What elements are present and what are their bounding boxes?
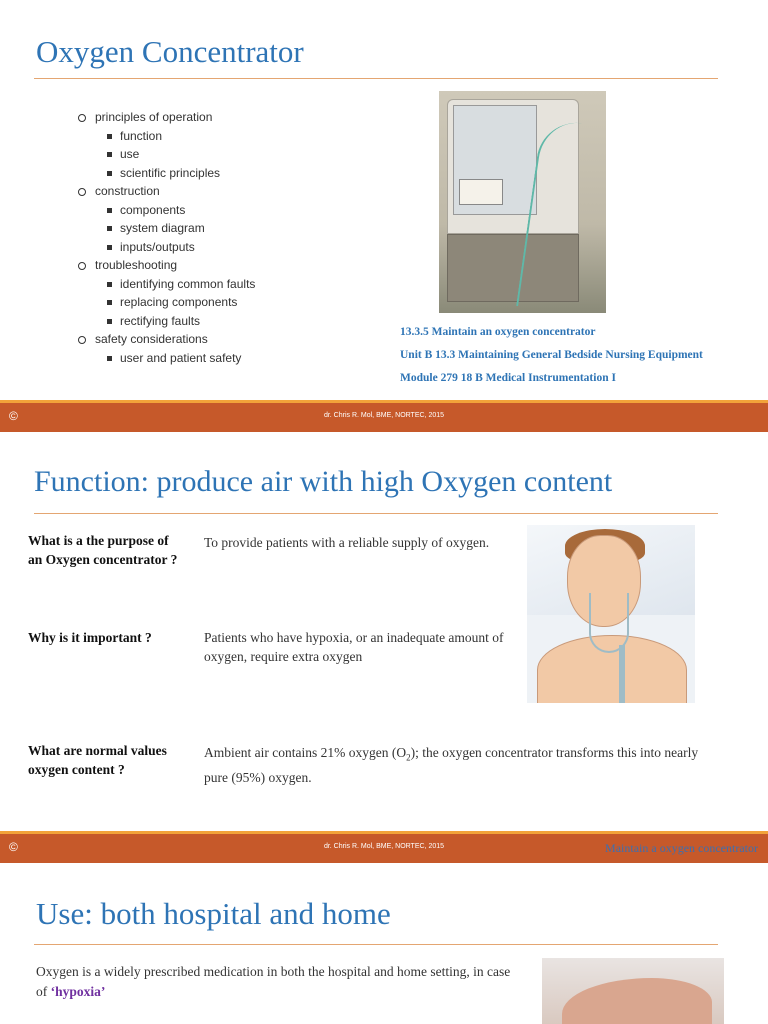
answer-normal-values bbox=[204, 743, 704, 787]
outline-subitem: use bbox=[78, 145, 255, 164]
answer-purpose: To provide patients with a reliable supply of oxygen. bbox=[204, 535, 490, 550]
slide-2-title: Function: produce air with high Oxygen content bbox=[34, 465, 613, 498]
hypoxia-highlight: ‘hypoxia’ bbox=[50, 984, 106, 999]
topic-outline bbox=[78, 108, 255, 367]
copyright-symbol: © bbox=[9, 840, 18, 854]
outline-item: principles of operation bbox=[78, 108, 255, 127]
nasal-cannula bbox=[589, 593, 629, 653]
title-rule bbox=[34, 944, 718, 945]
oxygen-concentrator-photo bbox=[439, 91, 606, 313]
subscript-2: 2 bbox=[406, 752, 411, 763]
question-importance: Why is it important ? bbox=[28, 630, 152, 645]
title-rule bbox=[34, 78, 718, 79]
slide-1 bbox=[0, 0, 768, 400]
slide-2-footer bbox=[0, 831, 768, 863]
hand-photo bbox=[542, 958, 724, 1024]
patient-nasal-cannula-illustration bbox=[527, 525, 695, 703]
outline-item: safety considerations bbox=[78, 330, 255, 349]
hand bbox=[562, 978, 712, 1024]
slide-3-body bbox=[36, 962, 516, 1002]
outline-subitem: replacing components bbox=[78, 293, 255, 312]
outline-subitem: inputs/outputs bbox=[78, 238, 255, 257]
copyright-symbol: © bbox=[9, 409, 18, 423]
title-rule bbox=[34, 513, 718, 514]
outline-subitem: identifying common faults bbox=[78, 275, 255, 294]
slide-3-title: Use: both hospital and home bbox=[36, 896, 391, 931]
reference-line: Unit B 13.3 Maintaining General Bedside Nursing Equipment bbox=[400, 349, 703, 361]
slide-1-title: Oxygen Concentrator bbox=[36, 34, 304, 69]
author-credit: dr. Chris R. Mol, BME, NORTEC, 2015 bbox=[323, 412, 445, 419]
body-text: Oxygen is a widely prescribed medication in both the hospital and home setting, in case of bbox=[36, 964, 511, 999]
slide-1-footer bbox=[0, 400, 768, 432]
outline-subitem: components bbox=[78, 201, 255, 220]
answer-importance: Patients who have hypoxia, or an inadequate amount of oxygen, require extra oxygen bbox=[204, 630, 504, 664]
outline-item: troubleshooting bbox=[78, 256, 255, 275]
outline-subitem: rectifying faults bbox=[78, 312, 255, 331]
outline-subitem: system diagram bbox=[78, 219, 255, 238]
outline-subitem: scientific principles bbox=[78, 164, 255, 183]
question-normal-values: What are normal values oxygen content ? bbox=[28, 743, 167, 777]
reference-line: Module 279 18 B Medical Instrumentation I bbox=[400, 372, 616, 384]
answer-text: Ambient air contains 21% oxygen (O bbox=[204, 745, 407, 760]
concentrator-label bbox=[459, 179, 503, 205]
answer-text: ); the oxygen concentrator transforms this into nearly pure (95%) oxygen. bbox=[204, 745, 699, 785]
outline-subitem: user and patient safety bbox=[78, 349, 255, 368]
curriculum-references bbox=[400, 324, 703, 393]
question-purpose: What is a the purpose of an Oxygen concentrator ? bbox=[28, 533, 178, 567]
author-credit: dr. Chris R. Mol, BME, NORTEC, 2015 bbox=[323, 843, 445, 850]
oxygen-tube bbox=[619, 645, 625, 703]
outline-subitem: function bbox=[78, 127, 255, 146]
reference-line: 13.3.5 Maintain an oxygen concentrator bbox=[400, 326, 596, 338]
footer-topic: Maintain a oxygen concentrator bbox=[605, 841, 758, 855]
outline-item: construction bbox=[78, 182, 255, 201]
